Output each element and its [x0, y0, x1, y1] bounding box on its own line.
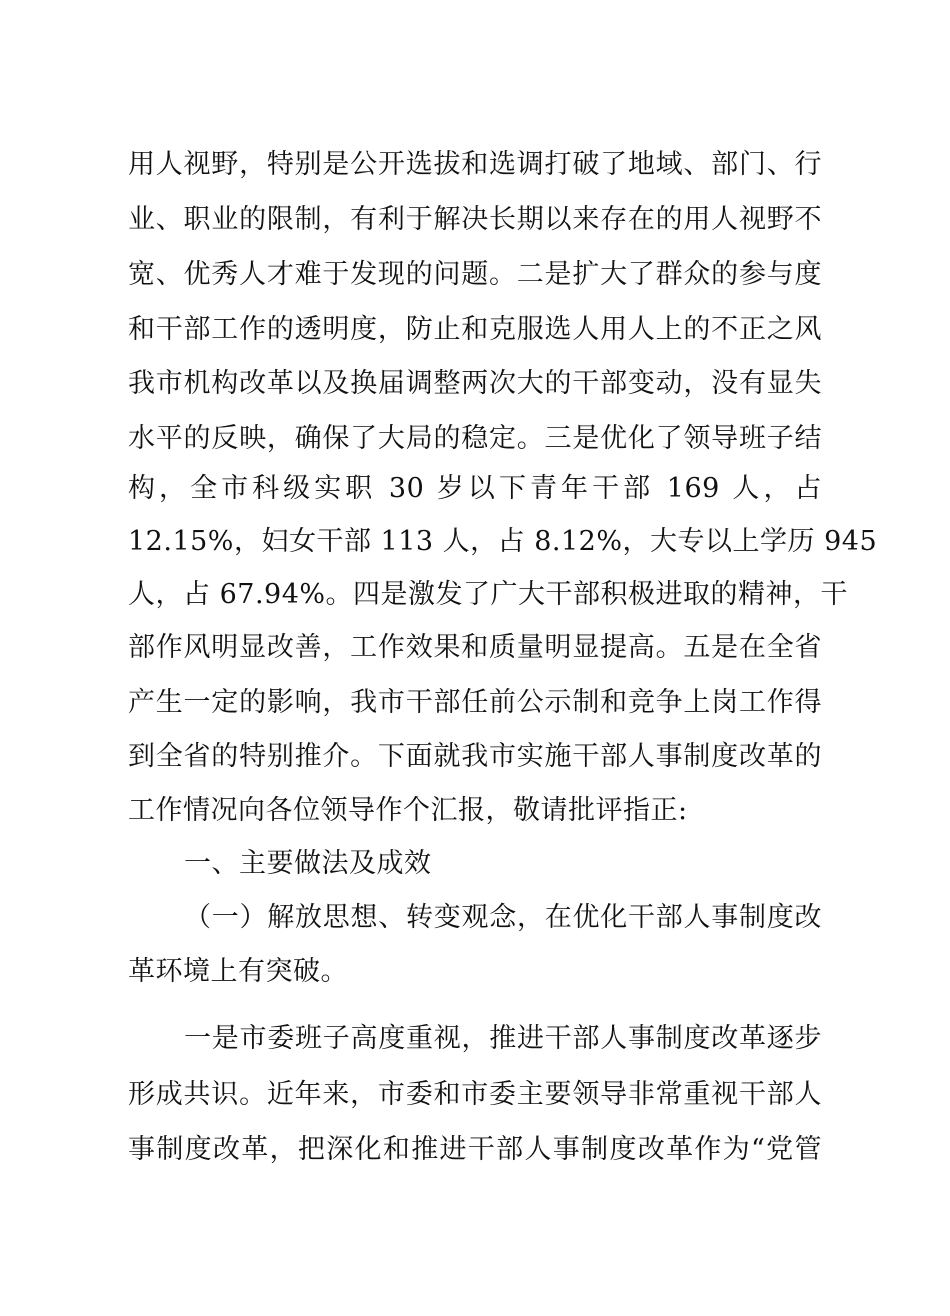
- text-line-10: 部作风明显改善，工作效果和质量明显提高。五是在全省: [128, 632, 822, 663]
- text-line-13: 工作情况向各位领导作个汇报，敬请批评指正:: [128, 795, 688, 826]
- text-line-1: 用人视野，特别是公开选拔和选调打破了地域、部门、行: [128, 149, 822, 180]
- text-line-19: 事制度改革，把深化和推进干部人事制度改革作为“党管: [128, 1134, 822, 1165]
- text-line-11: 产生一定的影响，我市干部任前公示制和竞争上岗工作得: [128, 687, 822, 718]
- section-heading: 一、主要做法及成效: [184, 848, 432, 879]
- text-line-7: 构，全市科级实职 30 岁以下青年干部 169 人，占: [128, 473, 822, 504]
- text-line-8: 12.15%，妇女干部 113 人，占 8.12%，大专以上学历 945: [128, 526, 878, 557]
- text-line-3: 宽、优秀人才难于发现的问题。二是扩大了群众的参与度: [128, 259, 822, 290]
- text-line-2: 业、职业的限制，有利于解决长期以来存在的用人视野不: [128, 204, 822, 235]
- text-line-4: 和干部工作的透明度，防止和克服选人用人上的不正之风: [128, 314, 822, 345]
- text-line-5: 我市机构改革以及换届调整两次大的干部变动，没有显失: [128, 368, 822, 399]
- text-line-9: 人，占 67.94%。四是激发了广大干部积极进取的精神，干: [128, 579, 849, 610]
- subsection-heading-line-1: （一）解放思想、转变观念，在优化干部人事制度改: [184, 902, 822, 933]
- text-line-17: 一是市委班子高度重视，推进干部人事制度改革逐步: [184, 1023, 822, 1054]
- subsection-heading-line-2: 革环境上有突破。: [128, 956, 348, 987]
- text-line-6: 水平的反映，确保了大局的稳定。三是优化了领导班子结: [128, 423, 822, 454]
- text-line-18: 形成共识。近年来，市委和市委主要领导非常重视干部人: [128, 1079, 822, 1110]
- text-line-12: 到全省的特别推介。下面就我市实施干部人事制度改革的: [128, 741, 822, 772]
